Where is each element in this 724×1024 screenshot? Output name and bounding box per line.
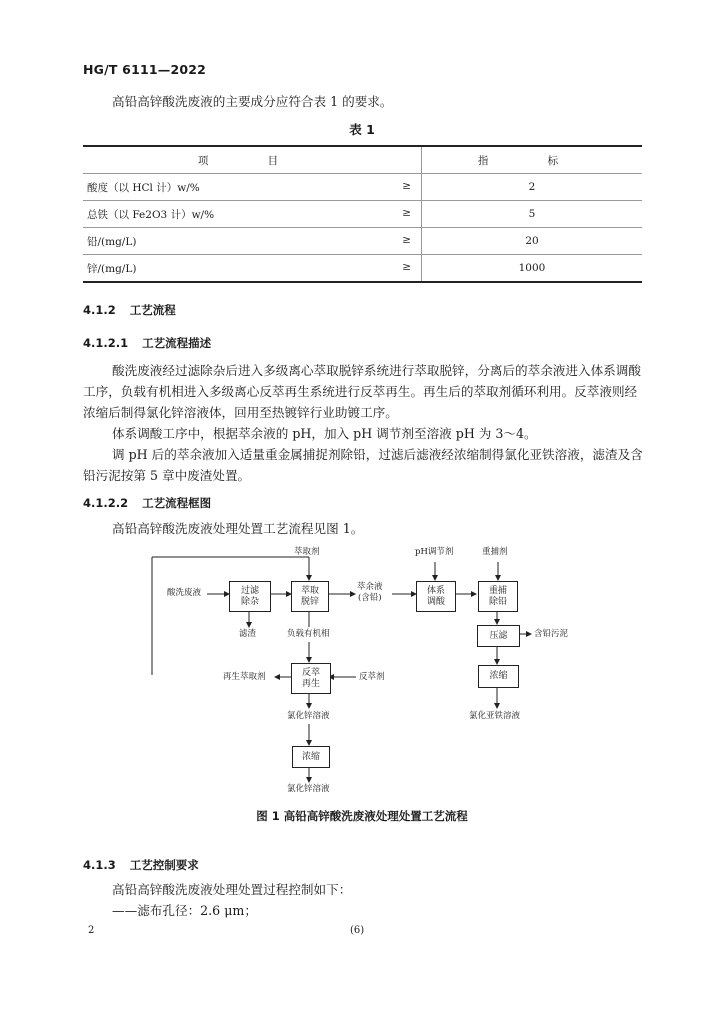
standard-number: HG/T 6111—2022: [83, 62, 207, 77]
extract-box: 萃取 脱锌: [291, 581, 329, 612]
intro-paragraph: 高铅高锌酸洗废液的主要成分应符合表 1 的要求。: [112, 94, 393, 109]
table-header-value: 指 标: [422, 146, 643, 174]
strip-regen-box: 反萃 再生: [291, 663, 331, 694]
section-4-1-2-2-heading: 4.1.2.2 工艺流程框图: [83, 496, 212, 510]
desc-line-1: 酸洗废液经过滤除杂后进入多级离心萃取脱锌系统进行萃取脱锌，分离后的萃余液进入体系调酸: [112, 363, 641, 378]
section-4-1-2-1-heading: 4.1.2.1 工艺流程描述: [83, 336, 212, 350]
zinc-chloride-label-2: 氯化锌溶液: [287, 784, 330, 794]
row-operator: ≥: [402, 261, 411, 273]
lead-sludge-label: 含铅污泥: [534, 629, 569, 639]
desc-line-4: 体系调酸工序中，根据萃余液的 pH，加入 pH 调节剂至溶液 pH 为 3～4。: [112, 426, 537, 441]
zinc-chloride-label-1: 氯化锌溶液: [287, 711, 330, 721]
section-4-1-2-heading: 4.1.2 工艺流程: [83, 303, 176, 317]
row-value: 20: [422, 228, 643, 255]
row-item: 总铁（以 Fe2O3 计）w/%: [87, 208, 215, 221]
lead-capture-box: 重捕 除铅: [478, 581, 518, 612]
row-operator: ≥: [402, 180, 411, 192]
row-operator: ≥: [402, 207, 411, 219]
desc-line-6: 铅污泥按第 5 章中废渣处置。: [83, 468, 251, 483]
residue-label: 滤渣: [239, 629, 257, 639]
raffinate-label: 萃余液 (含铅): [357, 582, 383, 603]
concentrate-mid-box: 浓缩: [292, 746, 330, 768]
row-value: 1000: [422, 255, 643, 283]
row-item: 酸度（以 HCl 计）w/%: [87, 181, 200, 194]
strip-agent-label: 反萃剂: [359, 672, 385, 682]
row-item: 锌/(mg/L): [87, 262, 137, 275]
acid-adjust-box: 体系 调酸: [416, 581, 456, 612]
regen-extractant-label: 再生萃取剂: [223, 672, 266, 682]
row-value: 2: [422, 174, 643, 201]
table-caption: 表 1: [349, 122, 375, 137]
table-header-item: 项 目: [83, 146, 422, 174]
desc-line-5: 调 pH 后的萃余液加入适量重金属捕捉剂除铅，过滤后滤液经浓缩制得氯化亚铁溶液，滤渣及含: [112, 447, 643, 462]
concentrate-right-box: 浓缩: [478, 665, 519, 688]
figure-reference: 高铅高锌酸洗废液处理处置工艺流程见图 1。: [112, 521, 364, 536]
section-4-1-3-heading: 4.1.3 工艺控制要求: [83, 858, 199, 872]
page-number: 2: [88, 925, 95, 936]
waste-label: 酸洗废液: [167, 588, 202, 598]
extractant-label: 萃取剂: [294, 547, 320, 557]
sheet-number: (6): [350, 925, 365, 936]
row-value: 5: [422, 201, 643, 228]
desc-line-2: 工序，负载有机相进入多级离心反萃再生系统进行反萃再生。再生后的萃取剂循环利用。反萃液则经: [83, 384, 638, 399]
row-operator: ≥: [402, 234, 411, 246]
press-filter-box: 压滤: [477, 625, 520, 647]
capture-agent-label: 重捕剂: [482, 547, 508, 557]
figure-caption: 图 1 高铅高锌酸洗废液处理处置工艺流程: [256, 809, 468, 823]
ferrous-chloride-label: 氯化亚铁溶液: [469, 711, 521, 721]
row-item: 铅/(mg/L): [87, 235, 137, 248]
loaded-organic-label: 负载有机相: [287, 629, 330, 639]
desc-line-3: 浓缩后制得氯化锌溶液体，回用至热镀锌行业助镀工序。: [83, 405, 398, 420]
control-intro: 高铅高锌酸洗废液处理处置过程控制如下：: [112, 882, 352, 897]
ph-agent-label: pH调节剂: [415, 547, 454, 557]
control-item-1: ——滤布孔径：2.6 μm；: [112, 903, 257, 918]
filter-box: 过滤 除杂: [229, 581, 271, 612]
